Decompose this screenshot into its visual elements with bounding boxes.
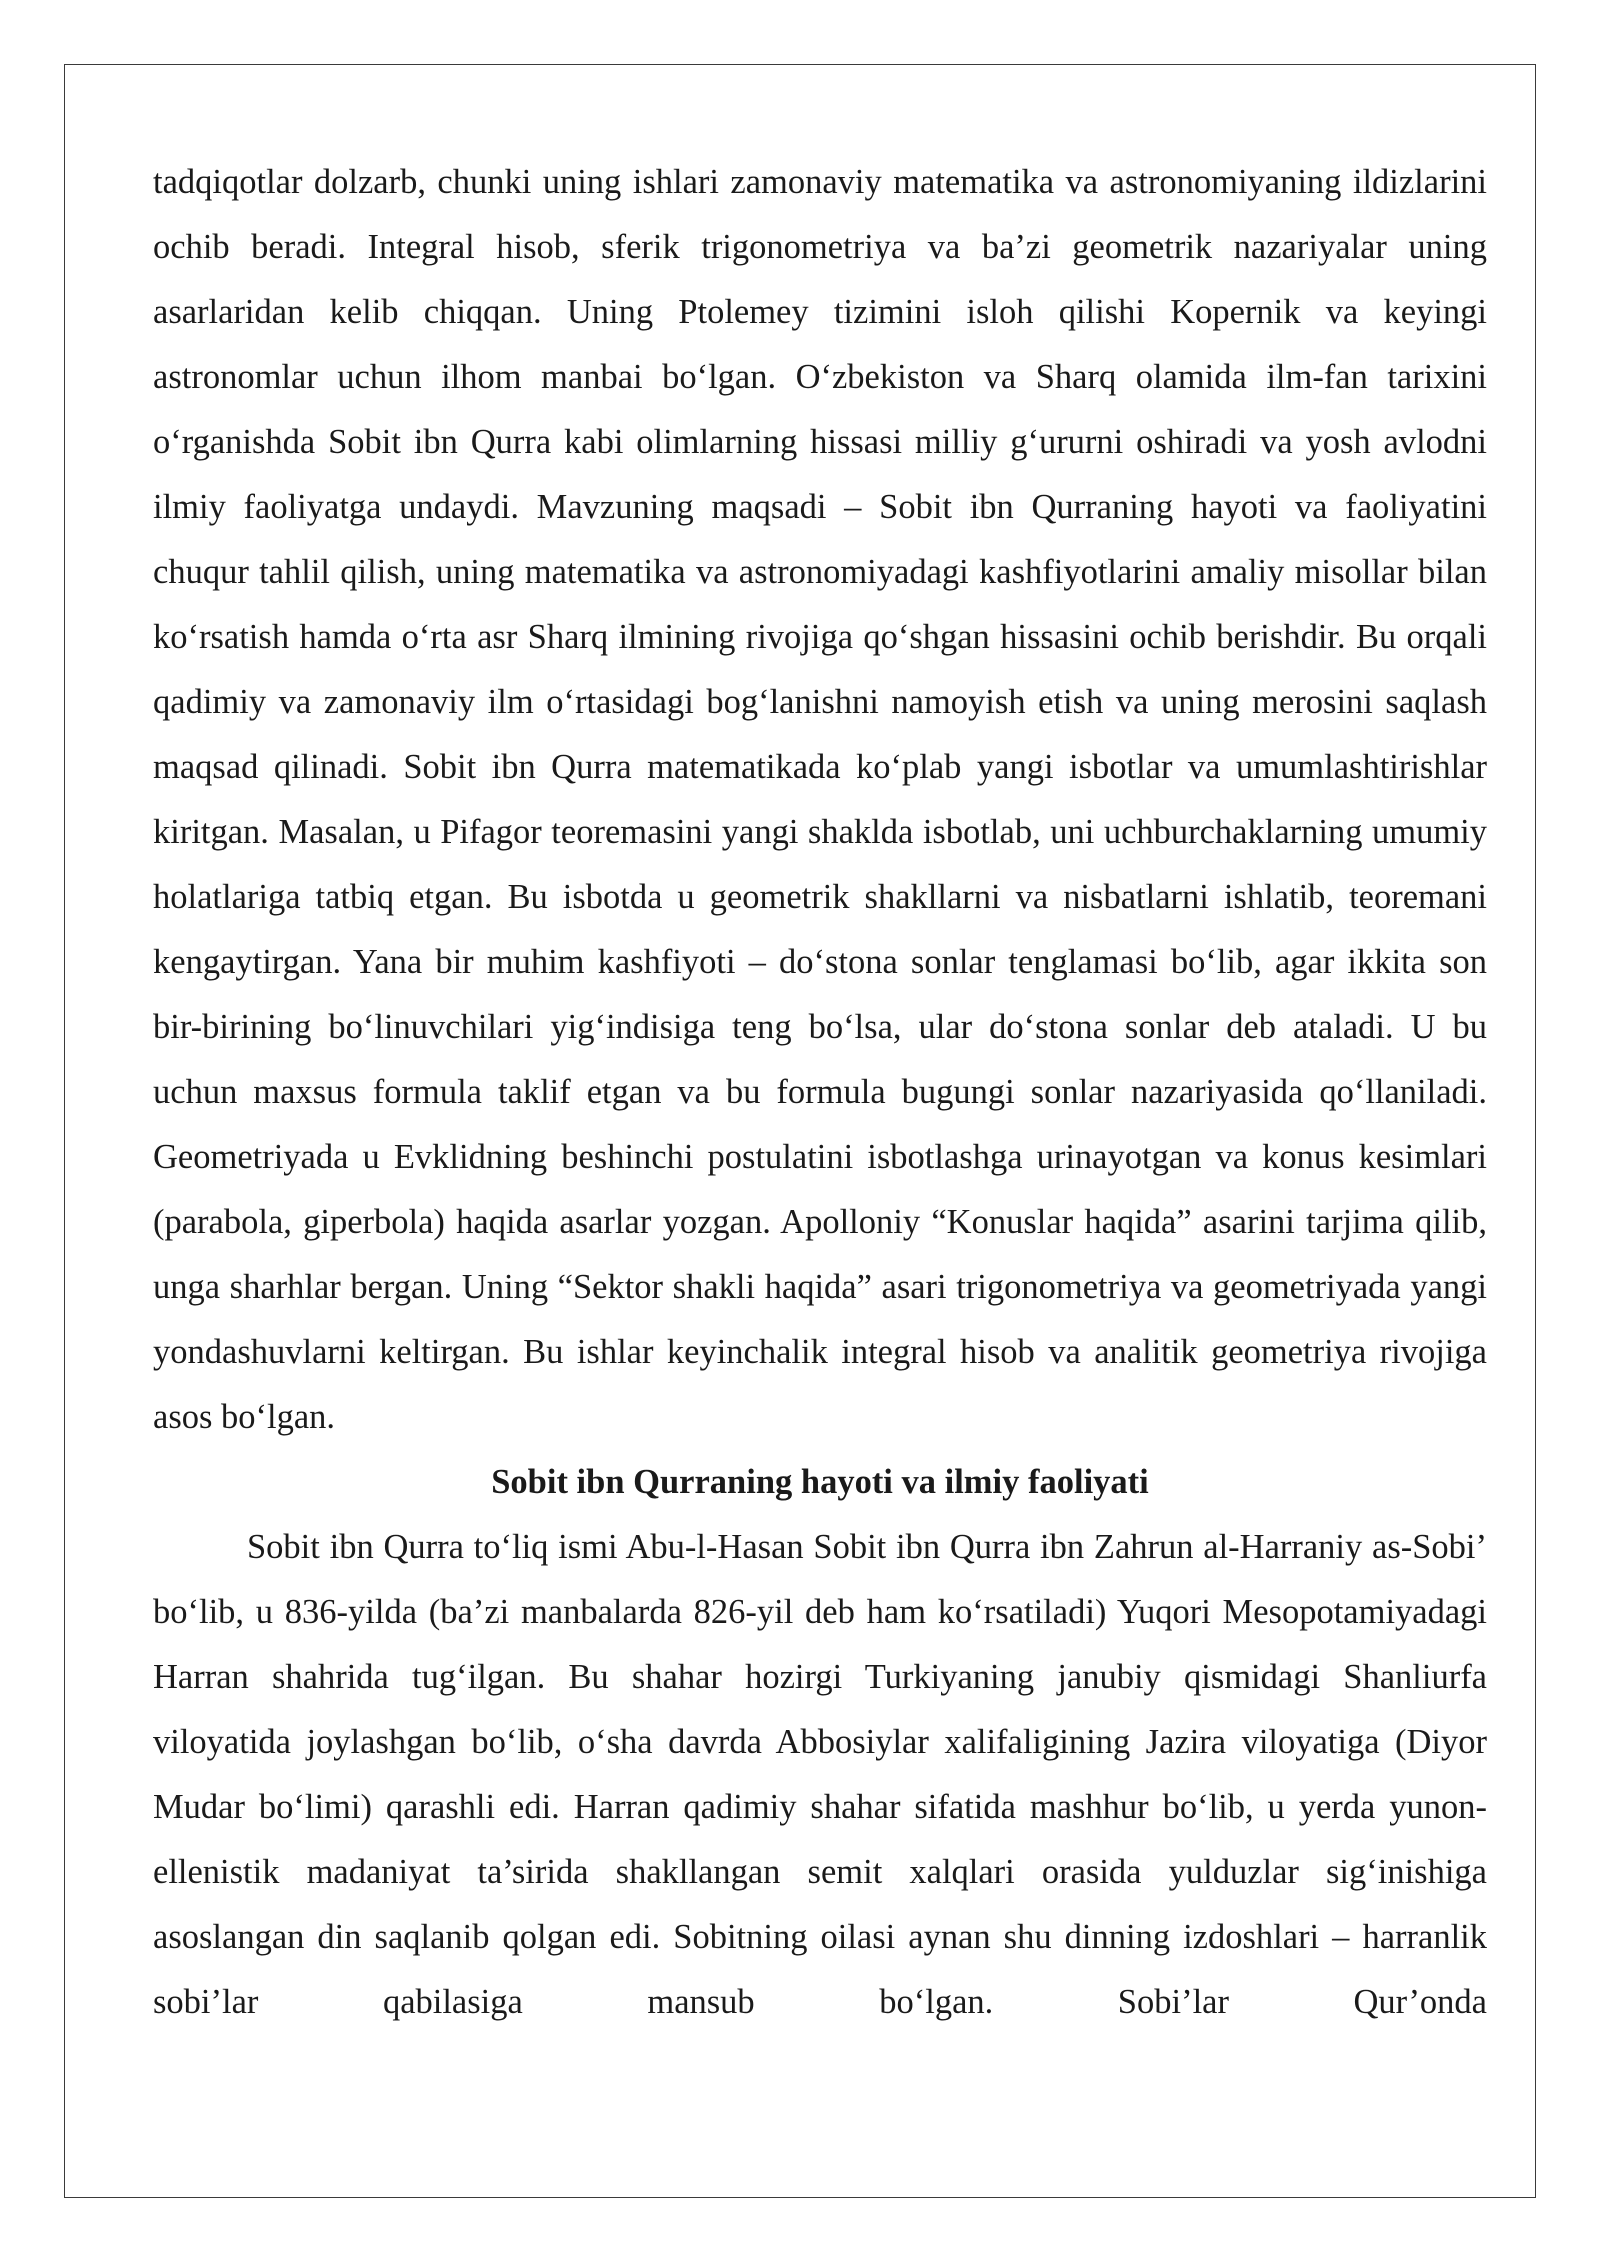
section-heading: Sobit ibn Qurraning hayoti va ilmiy faoliyati [491,1463,1149,1501]
paragraph-intro-continued: tadqiqotlar dolzarb, chunki uning ishlari zamonaviy matematika va astronomiyaning ildizlarini ochib beradi. Integral hisob, sferik trigonometriya va ba’zi geometrik nazariyalar uning asarlaridan kelib chiqqan. Uning Ptolemey tizimini isloh qilishi Kopernik va keyingi astronomlar uchun ilhom manbai bo‘lgan. O‘zbekiston va Sharq olamida ilm-fan tarixini o‘rganishda Sobit ibn Qurra kabi olimlarning hissasi milliy g‘ururni oshiradi va yosh avlodni ilmiy faoliyatga undaydi. Mavzuning maqsadi – Sobit ibn Qurraning hayoti va faoliyatini chuqur tahlil qilish, uning matematika va astronomiyadagi kashfiyotlarini amaliy misollar bilan ko‘rsatish hamda o‘rta asr Sharq ilmining rivojiga qo‘shgan hissasini ochib berishdir. Bu orqali qadimiy va zamonaviy ilm o‘rtasidagi bog‘lanishni namoyish etish va uning merosini saqlash maqsad qilinadi. Sobit ibn Qurra matematikada ko‘plab yangi isbotlar va umumlashtirishlar kiritgan. Masalan, u Pifagor teoremasini yangi shaklda isbotlab, uni uchburchaklarning umumiy holatlariga tatbiq etgan. Bu isbotda u geometrik shakllarni va nisbatlarni ishlatib, teoremani kengaytirgan. Yana bir muhim kashfiyoti – do‘stona sonlar tenglamasi bo‘lib, agar ikkita son bir-birining bo‘linuvchilari yig‘indisiga teng bo‘lsa, ular do‘stona sonlar deb ataladi. U bu uchun maxsus formula taklif etgan va bu formula bugungi sonlar nazariyasida qo‘llaniladi. Geometriyada u Evklidning beshinchi postulatini isbotlashga urinayotgan va konus kesimlari (parabola, giperbola) haqida asarlar yozgan. Apolloniy “Konuslar haqida” asarini tarjima qilib, unga sharhlar bergan. Uning “Sektor shakli haqida” asari trigonometriya va geometriyada yangi yondashuvlarni keltirgan. Bu ishlar keyinchalik integral hisob va analitik geometriya rivojiga asos bo‘lgan. [153,163,1487,1436]
document-body [153,150,1487,2035]
paragraph-biography: Sobit ibn Qurra to‘liq ismi Abu-l-Hasan Sobit ibn Qurra ibn Zahrun al-Harraniy as-Sobi’ bo‘lib, u 836-yilda (ba’zi manbalarda 826-yil deb ham ko‘rsatiladi) Yuqori Mesopotamiyadagi Harran shahrida tug‘ilgan. Bu shahar hozirgi Turkiyaning janubiy qismidagi Shanliurfa viloyatida joylashgan bo‘lib, o‘sha davrda Abbosiylar xalifaligining Jazira viloyatiga (Diyor Mudar bo‘limi) qarashli edi. Harran qadimiy shahar sifatida mashhur bo‘lib, u yerda yunon-ellenistik madaniyat ta’sirida shakllangan semit xalqlari orasida yulduzlar sig‘inishiga asoslangan din saqlanib qolgan edi. Sobitning oilasi aynan shu dinning izdoshlari – harranlik sobi’lar qabilasiga mansub bo‘lgan. Sobi’lar Qur’onda [153,1528,1487,2021]
